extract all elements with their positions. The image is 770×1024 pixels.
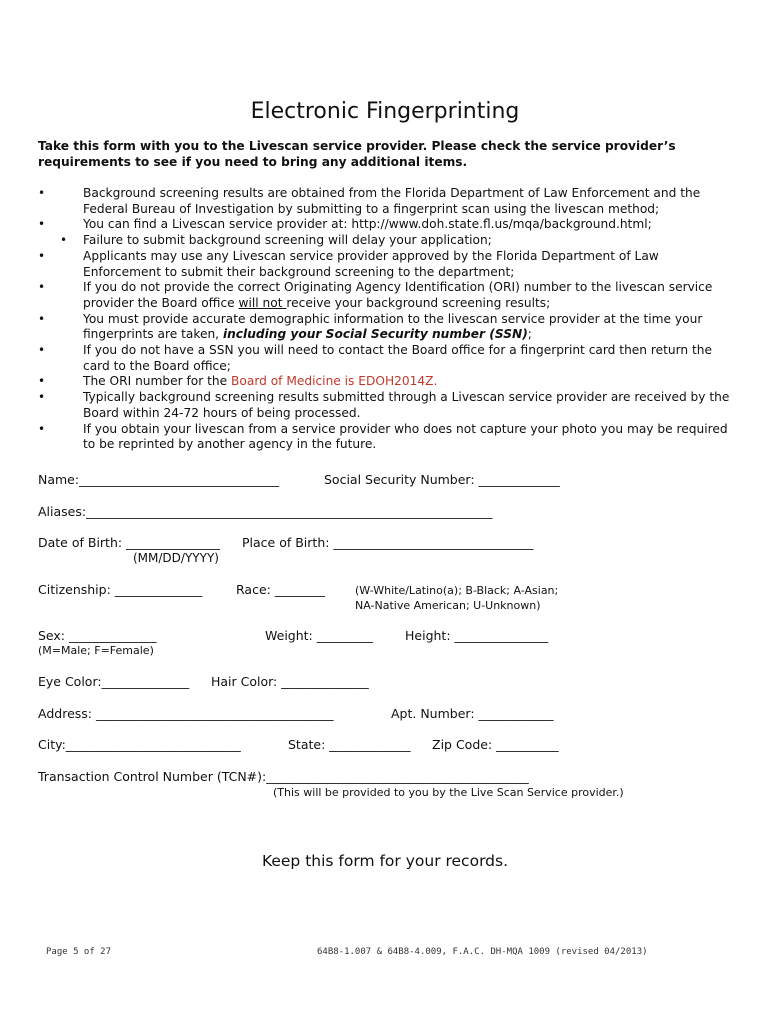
apt-number-field[interactable]: Apt. Number: ____________ — [391, 706, 554, 721]
list-item-text: If you do not provide the correct Originating Agency Identification (ORI) number to the livescan service provider the Board office — [83, 280, 713, 310]
race-codes-hint: (W-White/Latino(a); B-Black; A-Asian; NA-Native American; U-Unknown) — [355, 584, 559, 612]
weight-field[interactable]: Weight: _________ — [265, 628, 373, 643]
list-item-text: If you do not have a SSN you will need to contact the Board office for a fingerprint card then return the card to the Board office; — [83, 343, 713, 373]
bullet-icon: • — [38, 343, 46, 358]
list-item-text: Background screening results are obtained from the Florida Department of Law Enforcement and the Federal Bureau of Investigation by submitting to a fingerprint scan using the livescan method; — [83, 186, 701, 216]
bullet-icon: • — [38, 248, 46, 263]
list-item-text: Applicants may use any Livescan service provider approved by the Florida Department of Law Enforcement to submit their background screening to the department; — [83, 248, 659, 279]
list-item-text: Failure to submit background screening will delay your application; — [83, 233, 492, 248]
list-item — [0, 233, 738, 249]
emphasis-text: including your Social Security number (SSN) — [222, 327, 528, 342]
bullet-icon: • — [38, 280, 46, 295]
dob-field[interactable]: Date of Birth: _______________ — [38, 535, 220, 550]
ori-number-text: Board of Medicine is EDOH2014Z. — [231, 374, 438, 389]
aliases-field[interactable]: Aliases:_________________________________________________________________ — [38, 504, 493, 519]
eye-color-field[interactable]: Eye Color:______________ — [38, 674, 190, 689]
city-field[interactable]: City:____________________________ — [38, 737, 241, 752]
state-field[interactable]: State: _____________ — [288, 737, 411, 752]
page-title: Electronic Fingerprinting — [250, 99, 520, 124]
citizenship-field[interactable]: Citizenship: ______________ — [38, 582, 203, 597]
list-item — [0, 312, 738, 343]
height-field[interactable]: Height: _______________ — [405, 628, 549, 643]
bullet-icon: • — [38, 186, 46, 200]
tcn-hint: (This will be provided to you by the Live Scan Service provider.) — [273, 786, 624, 799]
list-item-text: If you obtain your livescan from a service provider who does not capture your photo you may be required to be reprinted by another agency in the future. — [83, 421, 728, 452]
zip-code-field[interactable]: Zip Code: __________ — [432, 737, 559, 752]
sex-codes-hint: (M=Male; F=Female) — [38, 644, 154, 657]
list-item — [0, 249, 738, 280]
list-item — [0, 186, 738, 217]
sex-field[interactable]: Sex: ______________ — [38, 628, 157, 643]
bullet-icon: • — [38, 374, 46, 389]
bullet-icon: • — [38, 390, 46, 405]
list-item-text: You must provide accurate demographic information to the livescan service provider at the time your fingerprints are taken, — [83, 311, 703, 342]
list-item-text: You can find a Livescan service provider at: http://www.doh.state.fl.us/mqa/background.html; — [83, 217, 652, 232]
list-item-text: receive your background screening results; — [286, 295, 551, 310]
list-item — [0, 374, 738, 390]
list-item — [0, 422, 738, 453]
list-item-text: The ORI number for the — [83, 374, 232, 389]
underlined-text: will not — [238, 295, 287, 310]
tcn-field[interactable]: Transaction Control Number (TCN#):__________________________________________ — [38, 769, 529, 784]
instructions-list — [0, 186, 770, 453]
bullet-icon: • — [38, 217, 46, 232]
pob-field[interactable]: Place of Birth: ________________________________ — [242, 535, 534, 550]
page-number: Page 5 of 27 — [46, 947, 112, 957]
list-item-text: ; — [527, 327, 532, 342]
list-item-text: Typically background screening results submitted through a Livescan service provider are received by the Board within 24-72 hours of being processed. — [83, 390, 730, 420]
list-item — [0, 217, 738, 233]
name-field[interactable]: Name:________________________________ — [38, 472, 280, 487]
keep-form-note: Keep this form for your records. — [261, 852, 509, 870]
list-item — [0, 390, 738, 421]
address-field[interactable]: Address: ______________________________________ — [38, 706, 334, 721]
form-code: 64B8-1.007 & 64B8-4.009, F.A.C. DH-MQA 1009 (revised 04/2013) — [317, 947, 648, 957]
bullet-icon: • — [60, 233, 68, 248]
dob-format-hint: (MM/DD/YYYY) — [133, 551, 219, 565]
ssn-field[interactable]: Social Security Number: _____________ — [324, 472, 560, 487]
list-item — [0, 343, 738, 374]
hair-color-field[interactable]: Hair Color: ______________ — [211, 674, 369, 689]
bullet-icon: • — [38, 311, 46, 326]
list-item — [0, 280, 738, 311]
bullet-icon: • — [38, 421, 46, 436]
intro-instructions: Take this form with you to the Livescan service provider. Please check the service provider’s requirements to see if you need to bring any additional items. — [38, 139, 676, 169]
race-field[interactable]: Race: ________ — [236, 582, 325, 597]
